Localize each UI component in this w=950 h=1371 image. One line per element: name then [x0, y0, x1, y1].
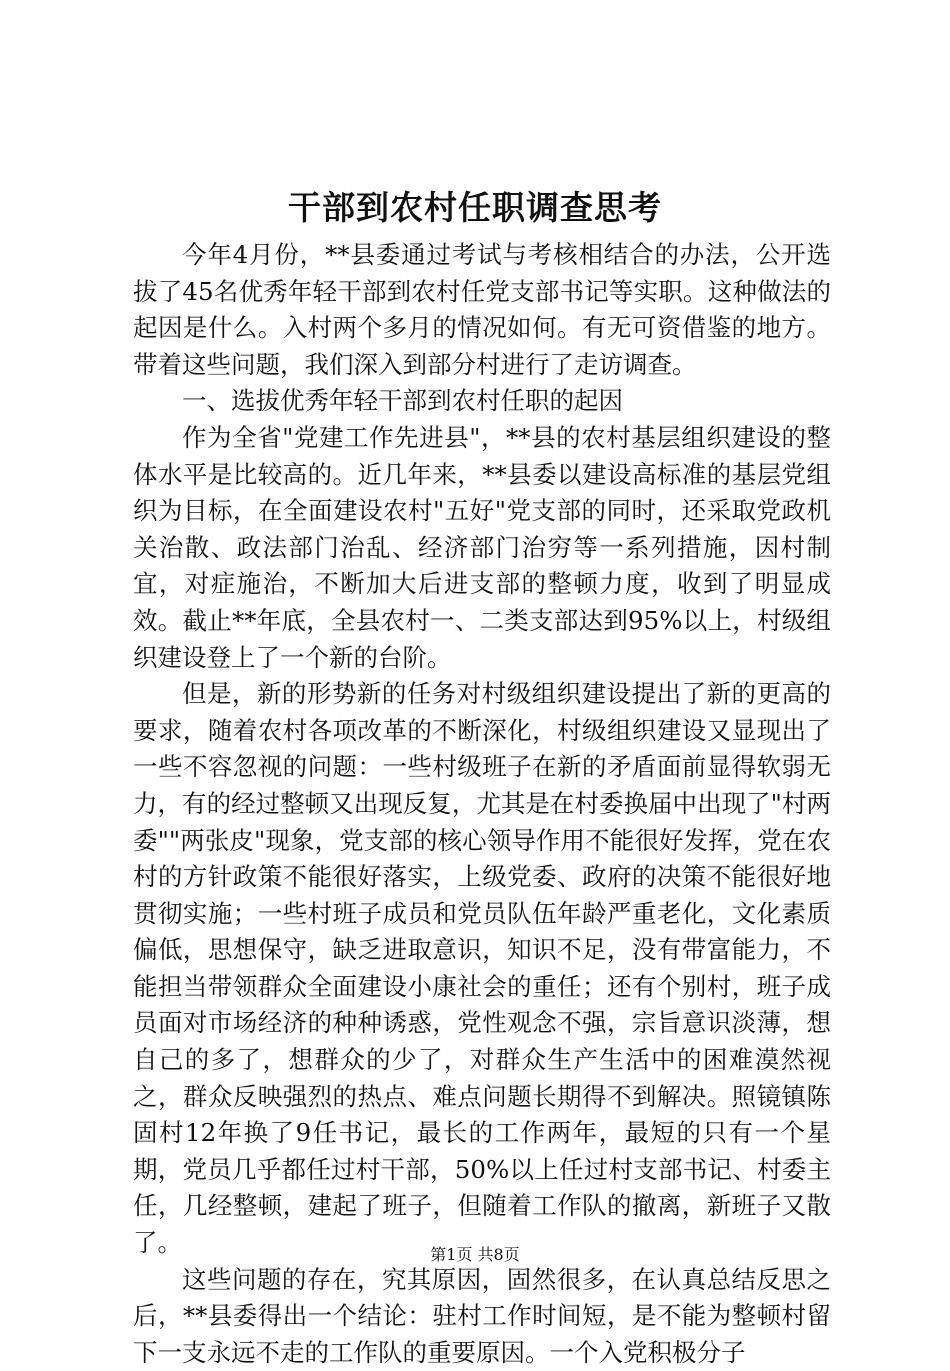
paragraph-problems: 但是，新的形势新的任务对村级组织建设提出了新的更高的要求，随着农村各项改革的不断深化，村级组织建设又显现出了一些不容忽视的问题：一些村级班子在新的矛盾面前显得软弱无力，有的经过整顿又出现反复，尤其是在村委换届中出现了"村两委""两张皮"现象，党支部的核心领导作用不能很好发挥，党在农村的方针政策不能很好落实，上级党委、政府的决策不能很好地贯彻实施；一些村班子成员和党员队伍年龄严重老化，文化素质偏低，思想保守，缺乏进取意识，知识不足，没有带富能力，不能担当带领群众全面建设小康社会的重任；还有个别村，班子成员面对市场经济的种种诱惑，党性观念不强，宗旨意识淡薄，想自己的多了，想群众的少了，对群众生产生活中的困难漠然视之，群众反映强烈的热点、难点问题长期得不到解决。照镜镇陈固村12年换了9任书记，最长的工作两年，最短的只有一个星期，党员几乎都任过村干部，50%以上任过村支部书记、村委主任，几经整顿，建起了班子，但随着工作队的撤离，新班子又散了。: [133, 679, 831, 1258]
paragraph-intro: 今年4月份，**县委通过考试与考核相结合的办法，公开选拔了45名优秀年轻干部到农村任党支部书记等实职。这种做法的起因是什么。入村两个多月的情况如何。有无可资借鉴的地方。带着这些问题，我们深入到部分村进行了走访调查。: [133, 240, 831, 379]
paragraph-background: 作为全省"党建工作先进县"，**县的农村基层组织建设的整体水平是比较高的。近几年来，**县委以建设高标准的基层党组织为目标，在全面建设农村"五好"党支部的同时，还采取党政机关治散、政法部门治乱、经济部门治穷等一系列措施，因村制宜，对症施治，不断加大后进支部的整顿力度，收到了明显成效。截止**年底，全县农村一、二类支部达到95%以上，村级组织建设登上了一个新的台阶。: [133, 422, 831, 672]
paragraph-reasons: 这些问题的存在，究其原因，固然很多，在认真总结反思之后，**县委得出一个结论：驻村工作时间短，是不能为整顿村留下一支永远不走的工作队的重要原因。一个入党积极分子: [133, 1264, 831, 1367]
document-title: 干部到农村任职调查思考: [288, 188, 662, 227]
page-footer: 第1页 共8页: [430, 1245, 520, 1264]
section-heading: 一、选拔优秀年轻干部到农村任职的起因: [182, 386, 623, 416]
document-body: [133, 237, 831, 1371]
